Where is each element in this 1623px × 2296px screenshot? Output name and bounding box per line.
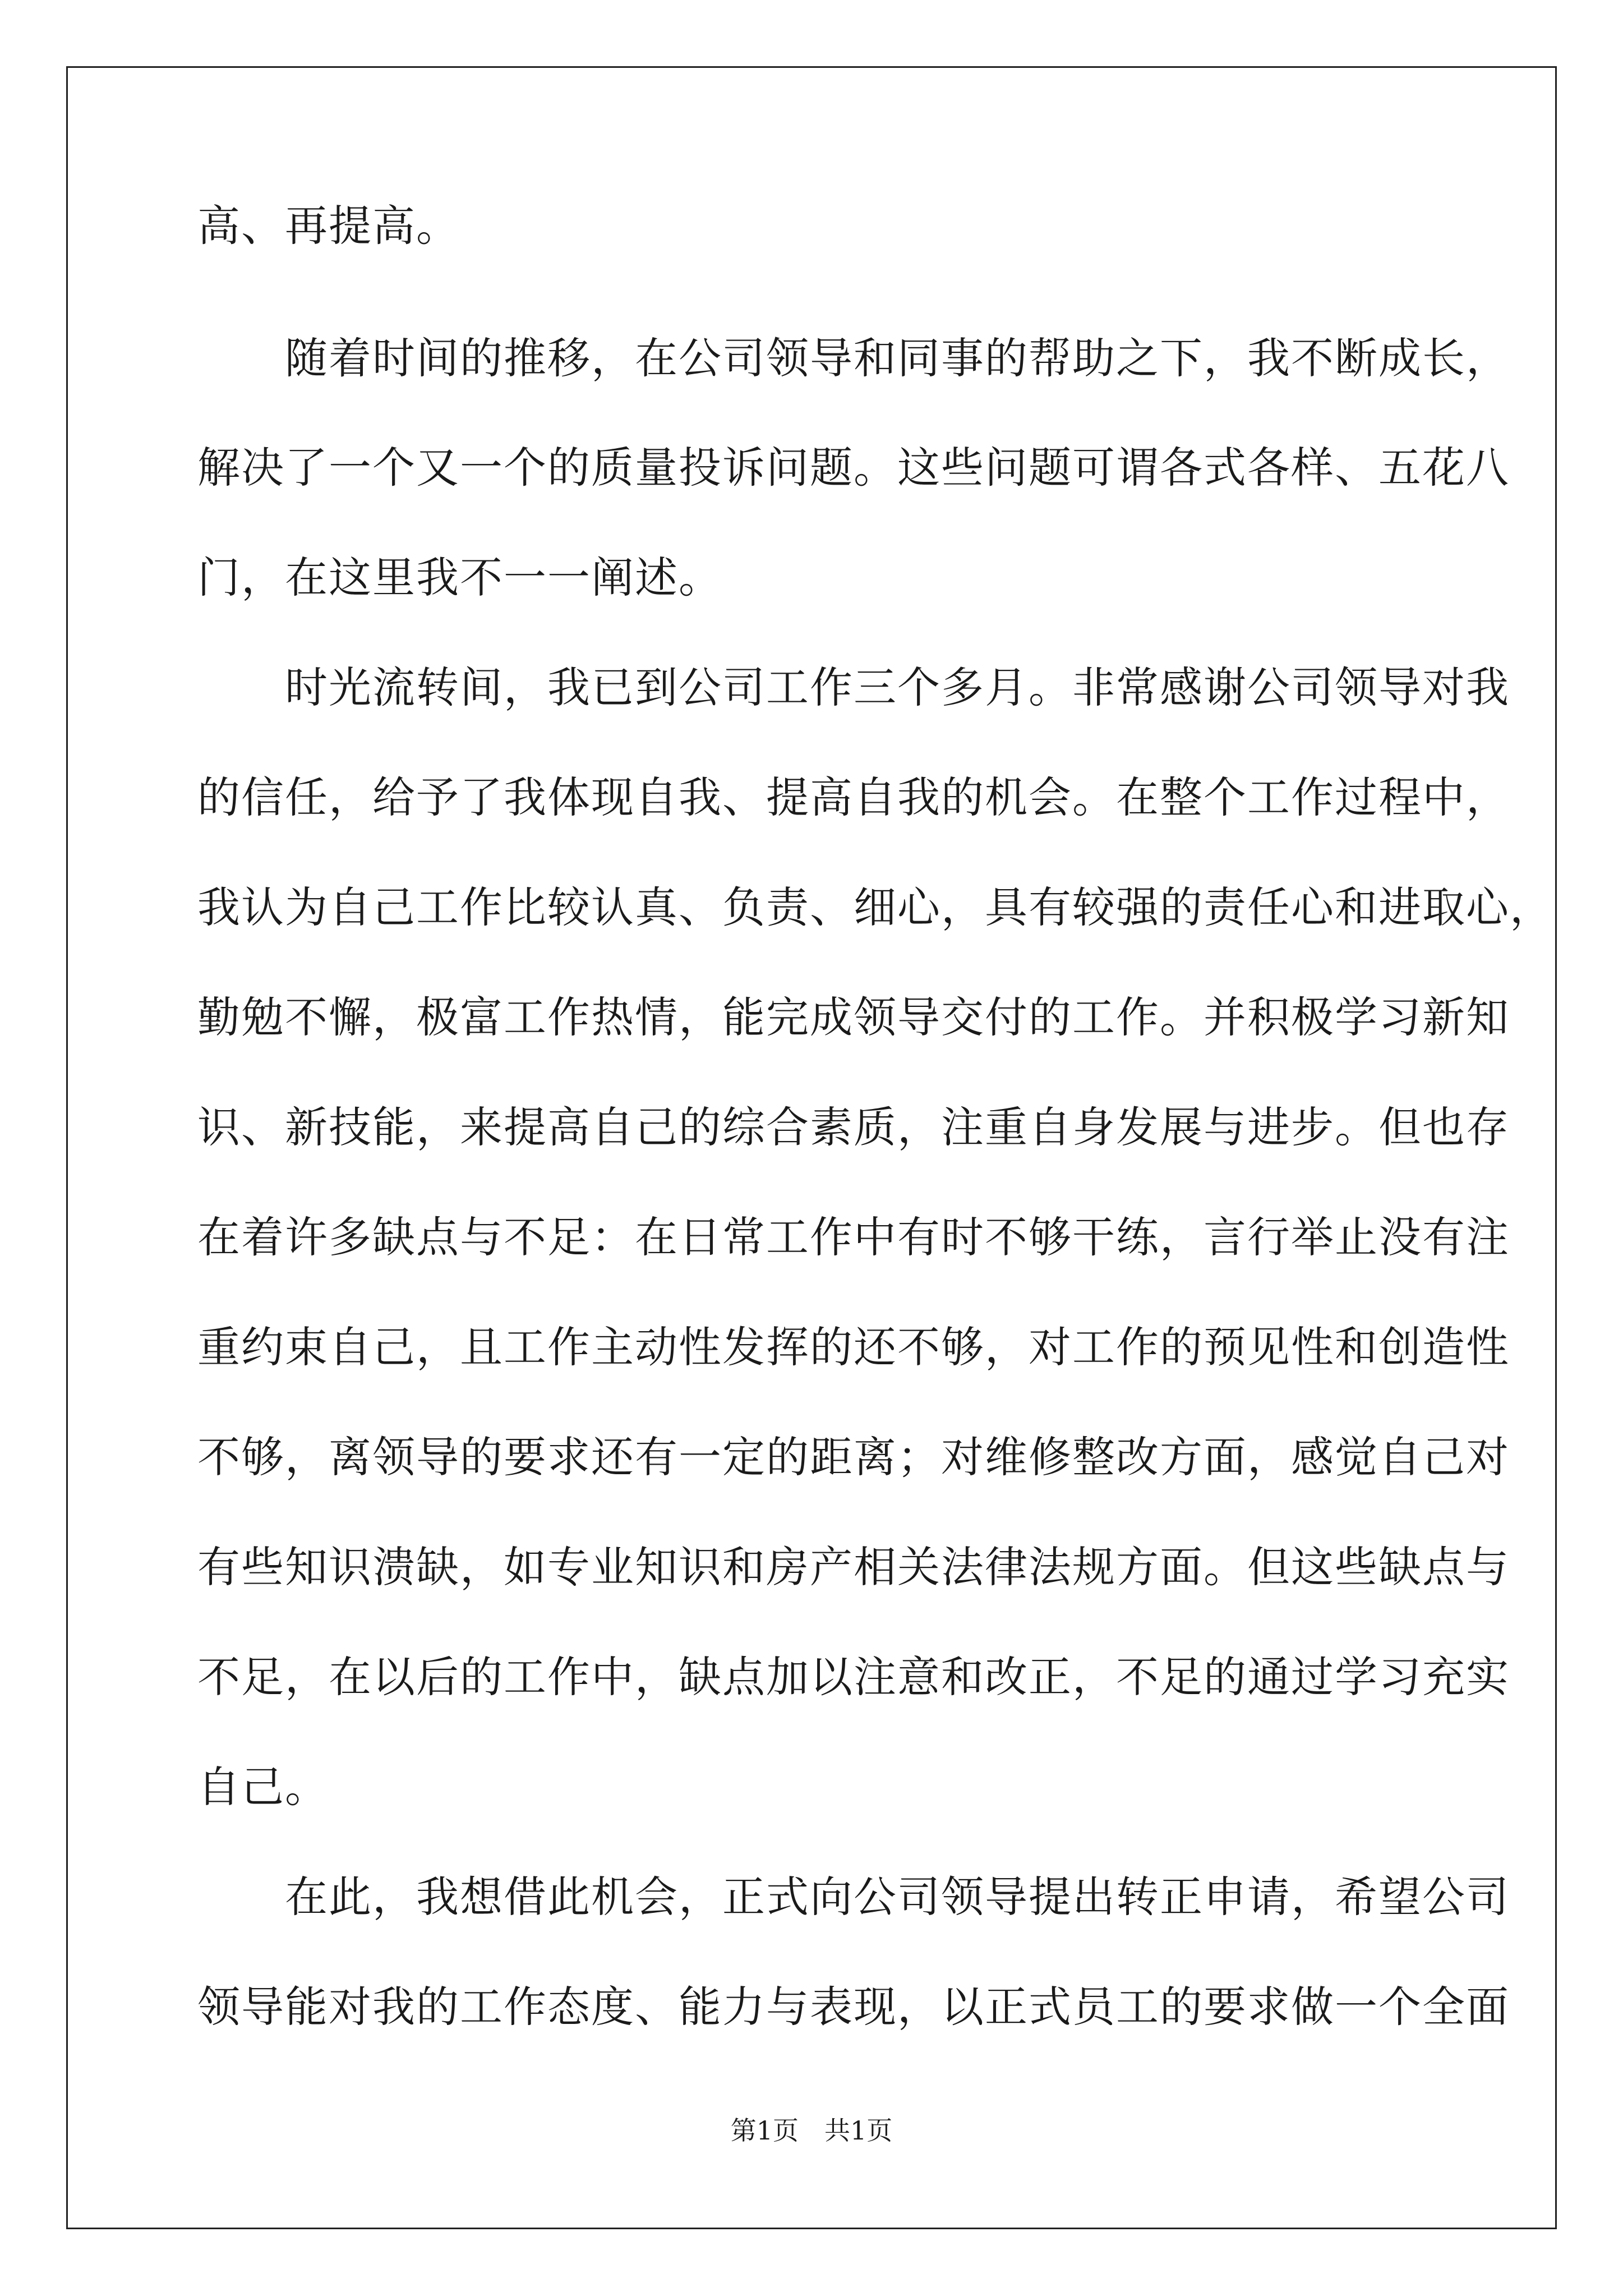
text-line: 的信任，给予了我体现自我、提高自我的机会。在整个工作过程中， (197, 772, 1510, 822)
text-line: 在着许多缺点与不足：在日常工作中有时不够干练，言行举止没有注 (197, 1212, 1510, 1262)
text-line: 门，在这里我不一一阐述。 (197, 553, 722, 602)
text-line: 解决了一个又一个的质量投诉问题。这些问题可谓各式各样、五花八 (197, 443, 1510, 493)
text-line: 高、再提高。 (197, 201, 460, 251)
text-line: 不够，离领导的要求还有一定的距离；对维修整改方面，感觉自己对 (197, 1432, 1510, 1482)
text-line: 重约束自己，且工作主动性发挥的还不够，对工作的预见性和创造性 (197, 1322, 1510, 1372)
page-footer: 第1页 共1页 (730, 2115, 893, 2146)
text-line: 不足，在以后的工作中，缺点加以注意和改正，不足的通过学习充实 (197, 1652, 1510, 1702)
text-line: 勤勉不懈，极富工作热情，能完成领导交付的工作。并积极学习新知 (197, 992, 1510, 1042)
text-line: 识、新技能，来提高自己的综合素质，注重自身发展与进步。但也存 (197, 1102, 1510, 1152)
text-line: 有些知识溃缺，如专业知识和房产相关法律法规方面。但这些缺点与 (197, 1542, 1510, 1592)
text-line: 时光流转间，我已到公司工作三个多月。非常感谢公司领导对我 (197, 662, 1510, 712)
text-line: 领导能对我的工作态度、能力与表现，以正式员工的要求做一个全面 (197, 1982, 1510, 2032)
text-line: 自己。 (197, 1762, 329, 1812)
text-line: 随着时间的推移，在公司领导和同事的帮助之下，我不断成长， (197, 333, 1510, 383)
text-line: 在此，我想借此机会，正式向公司领导提出转正申请，希望公司 (197, 1872, 1510, 1922)
text-line: 我认为自己工作比较认真、负责、细心，具有较强的责任心和进取心， (197, 882, 1553, 932)
